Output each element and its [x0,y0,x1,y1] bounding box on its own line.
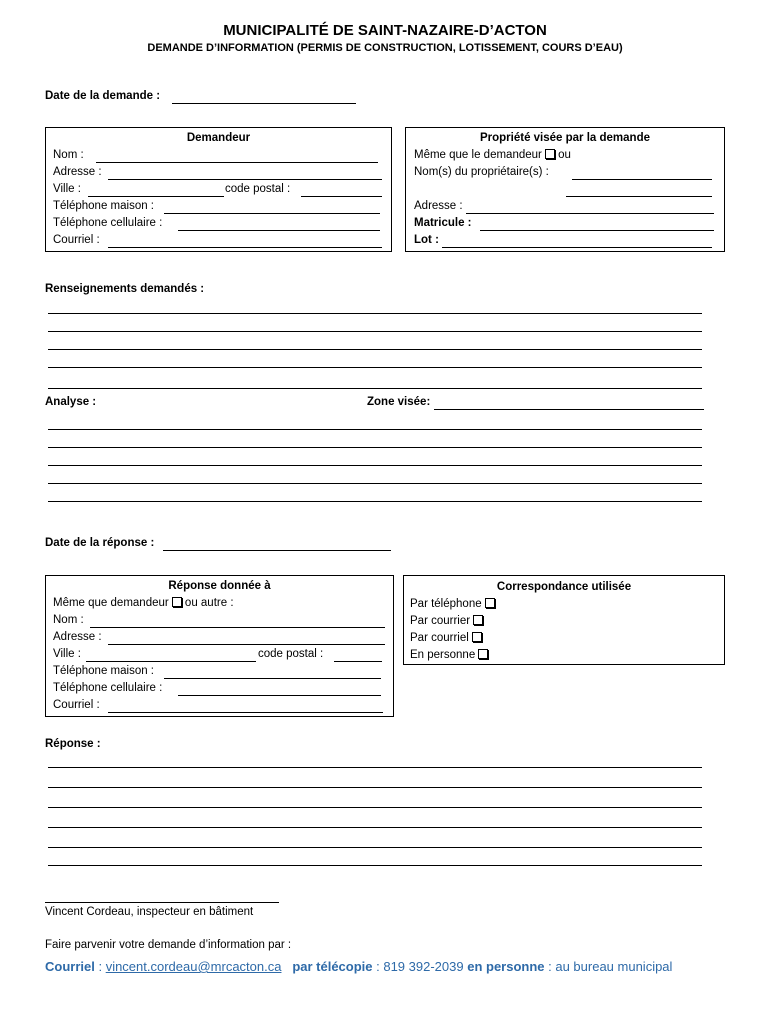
info-requested-line[interactable] [48,349,702,350]
response-line[interactable] [48,767,702,768]
correspondence-email-checkbox[interactable] [472,632,482,642]
footer-fax-value: : 819 392-2039 [372,959,468,974]
applicant-address-field[interactable] [108,179,382,180]
response-same-as-label: Même que demandeur [53,597,169,609]
response-cell-phone-label: Téléphone cellulaire : [53,682,163,694]
property-lot-label: Lot : [414,234,439,246]
applicant-address-label: Adresse : [53,166,102,178]
form-subtitle: DEMANDE D’INFORMATION (PERMIS DE CONSTRUCTION, LOTISSEMENT, COURS D’EAU) [147,42,623,54]
request-date-field[interactable] [172,103,356,104]
property-box [405,127,725,252]
applicant-name-label: Nom : [53,149,84,161]
response-name-label: Nom : [53,614,84,626]
analysis-line[interactable] [48,483,702,484]
property-same-as-label: Même que le demandeur [414,149,542,161]
correspondence-email-label: Par courriel [410,632,469,644]
correspondence-in-person-checkbox[interactable] [478,649,488,659]
response-address-label: Adresse : [53,631,102,643]
response-postal-label: code postal : [258,648,324,660]
applicant-postal-field[interactable] [301,196,382,197]
response-home-phone-label: Téléphone maison : [53,665,155,677]
response-label: Réponse : [45,738,101,750]
correspondence-box-title: Correspondance utilisée [496,581,632,593]
correspondence-in-person-label: En personne [410,649,476,661]
footer-contact-line [45,959,672,974]
info-requested-line[interactable] [48,313,702,314]
response-cell-phone-field[interactable] [178,695,381,696]
footer-email-label: Courriel [45,959,95,974]
zone-label: Zone visée: [367,396,431,408]
correspondence-mail-checkbox[interactable] [473,615,483,625]
analysis-label: Analyse : [45,396,97,408]
response-line[interactable] [48,787,702,788]
applicant-home-phone-label: Téléphone maison : [53,200,155,212]
applicant-city-field[interactable] [88,196,224,197]
applicant-postal-label: code postal : [225,183,291,195]
correspondence-mail-label: Par courrier [410,615,471,627]
response-line[interactable] [48,847,702,848]
applicant-email-label: Courriel : [53,234,100,246]
zone-field[interactable] [434,409,704,410]
signature-name: Vincent Cordeau, inspecteur en bâtiment [45,906,254,918]
info-requested-line[interactable] [48,331,702,332]
applicant-box [45,127,392,252]
property-owners-field-2[interactable] [566,196,712,197]
info-requested-line[interactable] [48,367,702,368]
applicant-home-phone-field[interactable] [164,213,380,214]
response-to-box [45,575,394,717]
response-same-as-checkbox[interactable] [172,597,182,607]
response-city-field[interactable] [86,661,256,662]
correspondence-box [403,575,725,665]
footer-email-link[interactable]: vincent.cordeau@mrcacton.ca [105,959,282,974]
response-email-label: Courriel : [53,699,100,711]
applicant-email-field[interactable] [108,247,382,248]
property-matricule-field[interactable] [480,230,714,231]
analysis-line[interactable] [48,447,702,448]
property-lot-field[interactable] [442,247,712,248]
analysis-line[interactable] [48,429,702,430]
response-line[interactable] [48,827,702,828]
property-matricule-label: Matricule : [414,217,472,229]
property-address-field[interactable] [466,213,714,214]
info-requested-line[interactable] [48,388,702,389]
form-title: MUNICIPALITÉ DE SAINT-NAZAIRE-D’ACTON [223,22,547,39]
response-line[interactable] [48,807,702,808]
property-or-label: ou [558,149,571,161]
property-address-label: Adresse : [414,200,463,212]
response-address-field[interactable] [108,644,385,645]
applicant-name-field[interactable] [96,162,378,163]
analysis-line[interactable] [48,501,702,502]
correspondence-phone-checkbox[interactable] [485,598,495,608]
response-to-box-title: Réponse donnée à [168,580,271,592]
request-date-label: Date de la demande : [45,90,161,102]
property-box-title: Propriété visée par la demande [479,132,651,144]
property-owners-field[interactable] [572,179,712,180]
property-same-as-checkbox[interactable] [545,149,555,159]
applicant-cell-phone-field[interactable] [178,230,380,231]
footer-intro: Faire parvenir votre demande d’information par : [45,939,292,951]
response-or-other-label: ou autre : [184,597,234,609]
response-name-field[interactable] [90,627,385,628]
response-date-label: Date de la réponse : [45,537,155,549]
response-date-field[interactable] [163,550,391,551]
response-email-field[interactable] [108,712,383,713]
response-line[interactable] [48,865,702,866]
response-home-phone-field[interactable] [164,678,381,679]
property-owners-label: Nom(s) du propriétaire(s) : [414,166,549,178]
footer-email-separator: : [94,959,106,974]
applicant-cell-phone-label: Téléphone cellulaire : [53,217,163,229]
analysis-line[interactable] [48,465,702,466]
footer-in-person-label: en personne [467,959,545,974]
signature-line[interactable] [45,902,279,903]
correspondence-phone-label: Par téléphone [410,598,482,610]
footer-in-person-value: : au bureau municipal [544,959,673,974]
response-postal-field[interactable] [334,661,382,662]
applicant-box-title: Demandeur [186,132,251,144]
applicant-city-label: Ville : [53,183,81,195]
response-city-label: Ville : [53,648,81,660]
footer-fax-label: par télécopie [292,959,373,974]
info-requested-label: Renseignements demandés : [45,283,205,295]
